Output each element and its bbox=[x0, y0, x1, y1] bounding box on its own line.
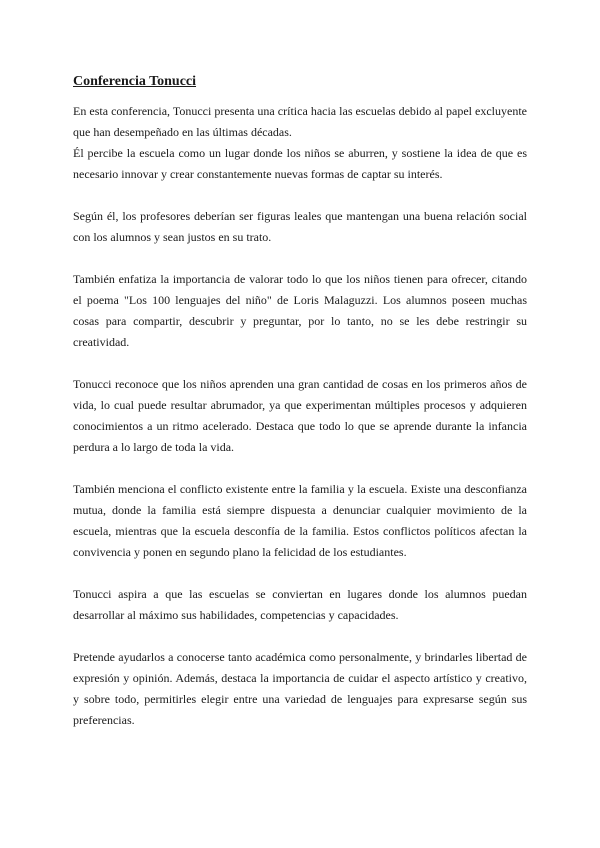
paragraph-freedom bbox=[73, 647, 527, 731]
paragraph-line: También enfatiza la importancia de valorar todo lo que los niños tienen para ofrecer, citando el poema "Los 100 lenguajes del niño" de Loris Malaguzzi. Los alumnos poseen muchas cosas para compartir, descubrir y preguntar, por lo tanto, no se les debe restringir su creatividad. bbox=[73, 272, 527, 349]
paragraph-line: Tonucci reconoce que los niños aprenden una gran cantidad de cosas en los primeros años de vida, lo cual puede resultar abrumador, ya que experimentan múltiples procesos y adquieren conocimientos a un ritmo acelerado. Destaca que todo lo que se aprende durante la infancia perdura a lo largo de toda la vida. bbox=[73, 377, 527, 454]
paragraph-line: También menciona el conflicto existente entre la familia y la escuela. Existe una desconfianza mutua, donde la familia está siempre dispuesta a denunciar cualquier movimiento de la escuela, mientras que la escuela desconfía de la familia. Estos conflictos políticos afectan la convivencia y ponen en segundo plano la felicidad de los estudiantes. bbox=[73, 482, 527, 559]
paragraph-family-conflict bbox=[73, 479, 527, 563]
paragraph-early-learning bbox=[73, 374, 527, 458]
paragraph-line: Pretende ayudarlos a conocerse tanto académica como personalmente, y brindarles libertad de expresión y opinión. Además, destaca la importancia de cuidar el aspecto artístico y creativo, y sobre todo, permitirles elegir entre una variedad de lenguajes para expresarse según sus preferencias. bbox=[73, 650, 527, 727]
paragraph-languages bbox=[73, 269, 527, 353]
paragraph-line: Tonucci aspira a que las escuelas se conviertan en lugares donde los alumnos puedan desarrollar al máximo sus habilidades, competencias y capacidades. bbox=[73, 587, 527, 622]
paragraph-line: En esta conferencia, Tonucci presenta una crítica hacia las escuelas debido al papel excluyente que han desempeñado en las últimas décadas. bbox=[73, 104, 527, 139]
document-page bbox=[73, 73, 527, 752]
paragraph-line: Según él, los profesores deberían ser figuras leales que mantengan una buena relación social con los alumnos y sean justos en su trato. bbox=[73, 209, 527, 244]
paragraph-aspirations bbox=[73, 584, 527, 626]
document-title: Conferencia Tonucci bbox=[73, 74, 197, 89]
paragraph-teachers bbox=[73, 206, 527, 248]
paragraph-intro bbox=[73, 101, 527, 185]
paragraph-line: Él percibe la escuela como un lugar donde los niños se aburren, y sostiene la idea de que es necesario innovar y crear constantemente nuevas formas de captar su interés. bbox=[73, 146, 527, 181]
